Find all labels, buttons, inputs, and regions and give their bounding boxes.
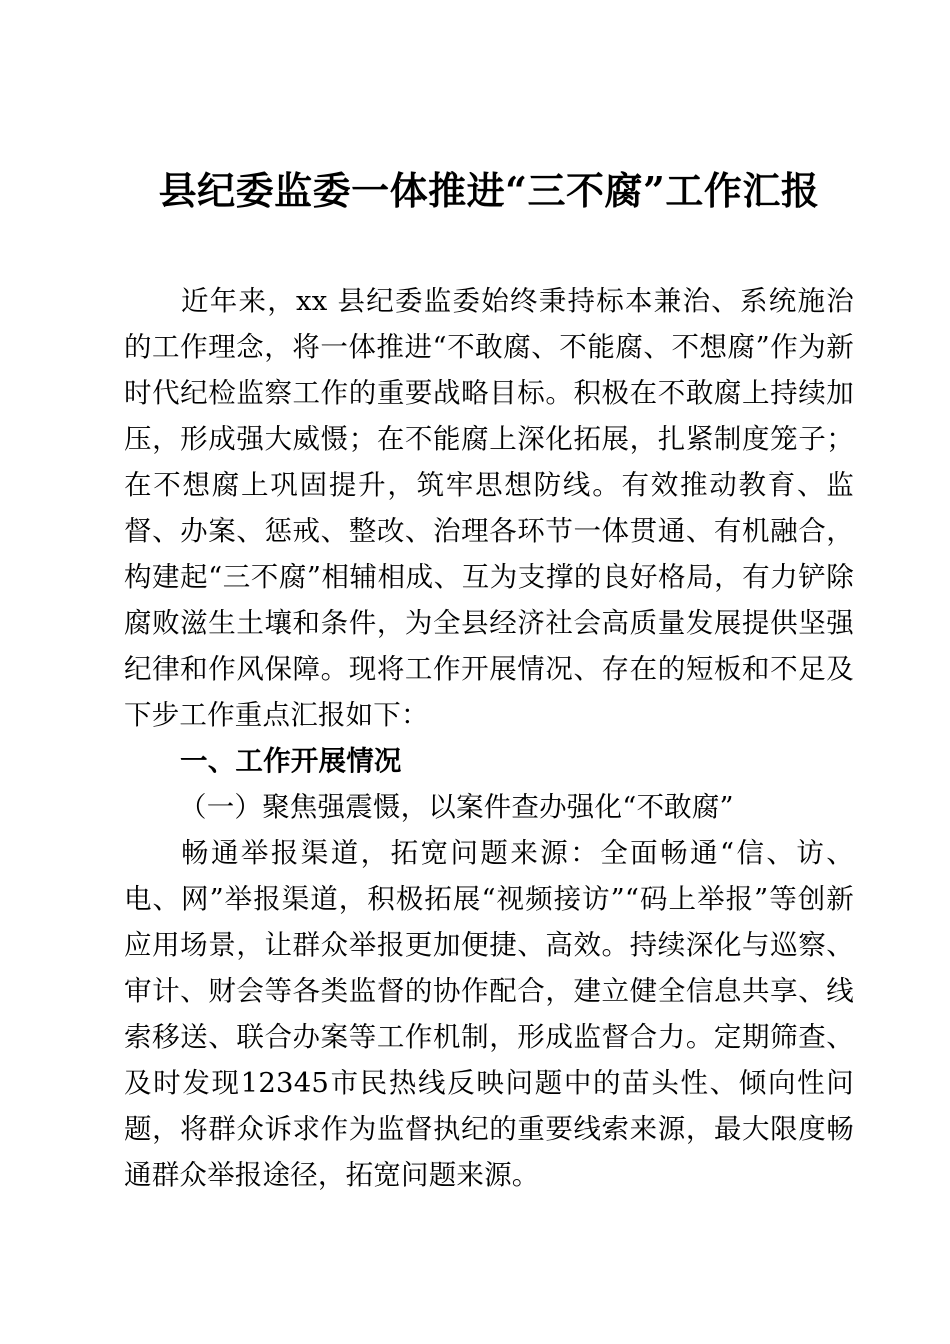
opening-paragraph: 近年来，xx 县纪委监委始终秉持标本兼治、系统施治的工作理念，将一体推进“不敢腐、不能腐、不想腐”作为新时代纪检监察工作的重要战略目标。积极在不敢腐上持续加压，形成强大威慑；在不能腐上深化拓展，扎紧制度笼子；在不想腐上巩固提升，筑牢思想防线。有效推动教育、监督、办案、惩戒、整改、治理各环节一体贯通、有机融合，构建起“三不腐”相辅相成、互为支撑的良好格局，有力铲除腐败滋生土壤和条件，为全县经济社会高质量发展提供坚强纪律和作风保障。现将工作开展情况、存在的短板和不足及下步工作重点汇报如下：: [124, 285, 854, 731]
body-paragraph-1: 畅通举报渠道，拓宽问题来源：全面畅通“信、访、电、网”举报渠道，积极拓展“视频接访”“码上举报”等创新应用场景，让群众举报更加便捷、高效。持续深化与巡察、审计、财会等各类监督的协作配合，建立健全信息共享、线索移送、联合办案等工作机制，形成监督合力。定期筛查、及时发现12345市民热线反映问题中的苗头性、倾向性问题，将群众诉求作为监督执纪的重要线索来源，最大限度畅通群众举报途径，拓宽问题来源。: [124, 837, 854, 1191]
document-content-column: [124, 0, 854, 1198]
page-title: 县纪委监委一体推进“三不腐”工作汇报: [158, 168, 820, 213]
section-heading-level-1: 一、工作开展情况: [180, 745, 402, 776]
section-heading-level-2: （一）聚焦强震慑，以案件查办强化“不敢腐”: [179, 791, 734, 823]
